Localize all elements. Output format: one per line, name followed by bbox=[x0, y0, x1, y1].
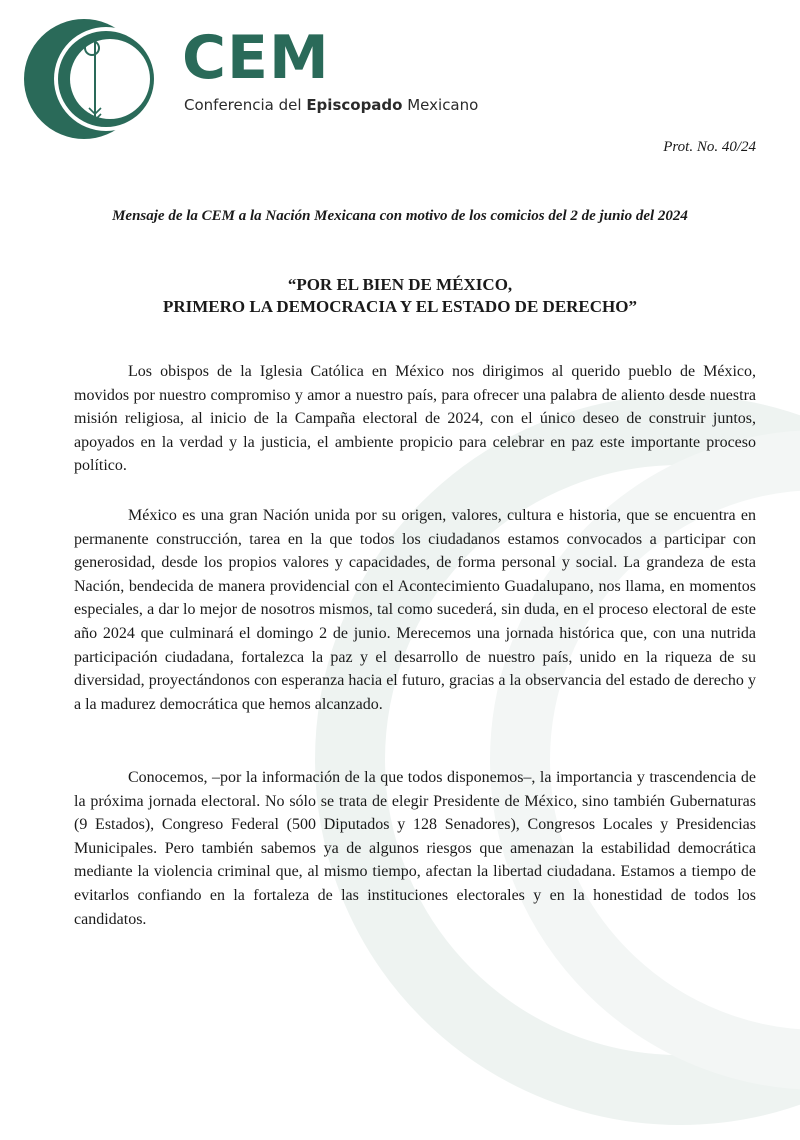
cem-logo-icon bbox=[22, 10, 160, 148]
heading-line-1: “POR EL BIEN DE MÉXICO, bbox=[287, 275, 513, 294]
document-heading bbox=[0, 274, 800, 318]
body-paragraph-1: Los obispos de la Iglesia Católica en México nos dirigimos al querido pueblo de México, movidos por nuestro compromiso y amor a nuestro país, para ofrecer una palabra de aliento desde nuestra misión religiosa, al inicio de la Campaña electoral de 2024, con el único deseo de construir juntos, apoyados en la verdad y la justicia, el ambiente propicio para celebrar en paz este importante proceso político. bbox=[74, 363, 756, 475]
body-paragraph-2: México es una gran Nación unida por su origen, valores, cultura e historia, que se encuentra en permanente construcción, tarea en la que todos los ciudadanos estamos convocados a participar con generosidad, desde los propios valores y capacidades, de forma personal y social. La grandeza de esta Nación, bendecida de manera providencial con el Acontecimiento Guadalupano, nos llama, en momentos especiales, a dar lo mejor de nosotros mismos, tal como sucederá, sin duda, en el proceso electoral de este año 2024 que culminará el domingo 2 de junio. Merecemos una jornada histórica que, con una nutrida participación ciudadana, fortalezca la paz y el desarrollo de nuestro país, unido en la riqueza de su diversidad, proyectándonos con esperanza hacia el futuro, gracias a la observancia del estado de derecho y a la madurez democrática que hemos alcanzado. bbox=[74, 507, 756, 713]
heading-line-2: PRIMERO LA DEMOCRACIA Y EL ESTADO DE DERECHO” bbox=[162, 297, 637, 316]
brand-subtitle-pre: Conferencia del bbox=[184, 96, 307, 114]
letterhead bbox=[22, 10, 782, 150]
watermark-graphic bbox=[300, 380, 800, 1140]
brand-subtitle-post: Mexicano bbox=[402, 96, 479, 114]
brand-name: CEM bbox=[182, 23, 330, 93]
brand-subtitle-bold: Episcopado bbox=[306, 96, 403, 114]
body-paragraph-3: Conocemos, –por la información de la que todos disponemos–, la importancia y trascendencia de la próxima jornada electoral. No sólo se trata de elegir Presidente de México, sino también Gubernaturas (9 Estados), Congreso Federal (500 Diputados y 128 Senadores), Congresos Locales y Presidencias Municipales. Pero también sabemos ya de algunos riesgos que amenazan la estabilidad democrática mediante la violencia criminal que, al mismo tiempo, afectan la libertad ciudadana. Estamos a tiempo de evitarlos confiando en la fortaleza de las instituciones electorales y en la honestidad de todos los candidatos. bbox=[74, 769, 756, 928]
brand-subtitle bbox=[184, 96, 478, 114]
protocol-number: Prot. No. 40/24 bbox=[663, 139, 756, 155]
document-subtitle: Mensaje de la CEM a la Nación Mexicana con motivo de los comicios del 2 de junio del 2024 bbox=[112, 208, 688, 224]
